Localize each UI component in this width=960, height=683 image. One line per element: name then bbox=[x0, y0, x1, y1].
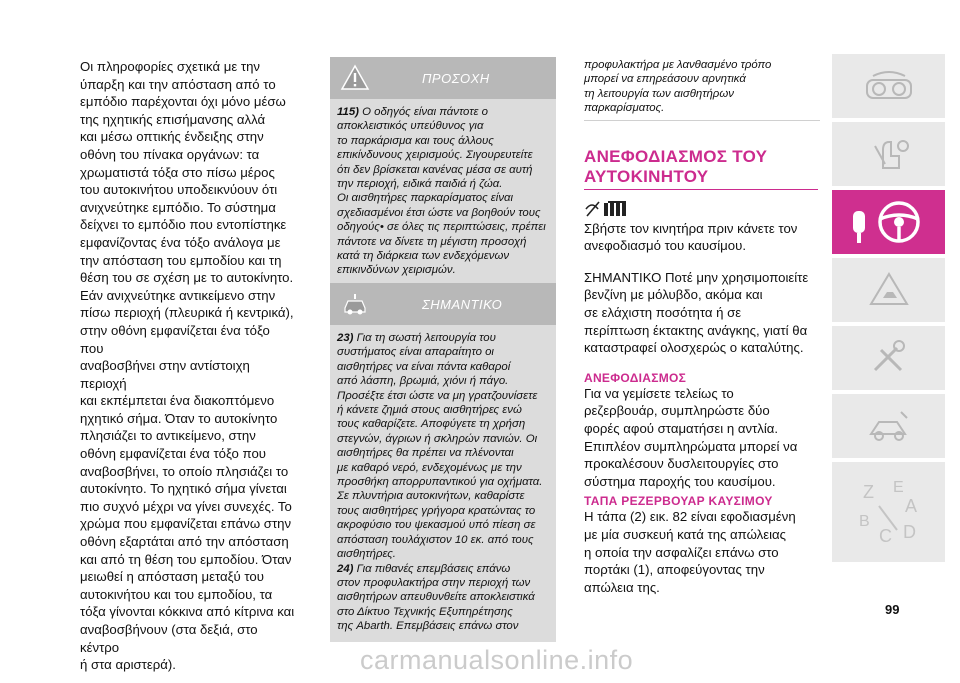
svg-text:B: B bbox=[858, 513, 870, 530]
svg-text:Z: Z bbox=[862, 482, 874, 502]
key-steering-wheel-icon bbox=[849, 197, 929, 247]
symbol-row bbox=[584, 198, 820, 220]
watermark: carmanualsonline.info bbox=[360, 645, 634, 675]
important-leaded-fuel: ΣΗΜΑΝΤΙΚΟ Ποτέ μην χρησιμοποιείτε βενζίνη με μόλυβδο, ακόμα και σε ελάχιστη ποσότητα ή σε περίπτωση έκτακτης ανάγκης, γιατί θα καταστραφεί ολοσχερώς ο καταλύτης. bbox=[584, 269, 809, 356]
important-box-header bbox=[330, 283, 556, 325]
parking-sensor-paragraph: Οι πληροφορίες σχετικά με την ύπαρξη και την απόσταση από το εμπόδιο παρέχονται όχι μόνο μέσω της ηχητικής επισήμανσης αλλά και μέσω οπτικής ένδειξης στην οθόνη του πίνακα οργάνων: τα χρωματιστά τόξα στο πίσω μέρος του αυτοκινήτου υποδεικνύουν ότι ανιχνεύτηκε εμπόδιο. Το σύστημα δείχνει το εμπόδιο που εντοπίστηκε εμφανίζοντας ένα τόξο ανάλογα με την απόσταση του εμποδίου και τη θέση του σε σχέση με το αυτοκίνητο. Εάν ανιχνεύτηκε αντικείμενο στην πίσω περιοχή (πλευρικά ή κεντρικά), στην οθόνη εμφανίζεται ένα τόξο που αναβοσβήνει στην αντίστοιχη περιοχή και εκπέμπεται ένα διακοπτόμενο ηχητικό σήμα. Όταν το αυτοκίνητο πλησιάζει το αντικείμενο, στην οθόνη εμφανίζεται ένα τόξο που αναβοσβήνει, το οποίο πλησιάζει το αυτοκίνητο. Το ηχητικό σήμα γίνεται πιο συχνό μέχρι να γίνει συνεχές. Το χρώμα που εμφανίζεται επάνω στην οθόνη εξαρτάται από την απόσταση και από τη θέση του εμποδίου. Όταν μειωθεί η απόσταση μεταξύ του αυτοκινήτου και του εμποδίου, τα τόξα γίνονται κόκκινα από κίτρινα και αναβοσβήνουν (στα δεξιά, στο κέντρο ή στα αριστερά). bbox=[80, 59, 295, 673]
alphabetical-index-icon bbox=[849, 472, 929, 552]
important-box-title: ΣΗΜΑΝΤΙΚΟ bbox=[422, 296, 503, 312]
tab-safety[interactable] bbox=[832, 122, 945, 186]
important-item2-number: 24) bbox=[337, 562, 354, 575]
tab-emergency[interactable] bbox=[832, 258, 945, 322]
airbag-seat-icon bbox=[861, 134, 917, 174]
warning-box bbox=[330, 57, 556, 286]
warning-triangle-icon bbox=[340, 63, 370, 93]
warning-box-header bbox=[330, 57, 556, 99]
svg-text:E: E bbox=[892, 479, 904, 496]
chapter-tabs bbox=[832, 54, 945, 566]
engine-off-fuel-icon bbox=[584, 199, 632, 219]
svg-text:C: C bbox=[878, 526, 892, 546]
car-dashboard-icon bbox=[861, 66, 917, 106]
warning-road-icon bbox=[861, 270, 917, 310]
tab-index[interactable] bbox=[832, 462, 945, 562]
technical-data-icon bbox=[861, 406, 917, 446]
important-item2-text: Για πιθανές επεμβάσεις επάνω στον προφυλακτήρα στην περιοχή των αισθητήρων απευθυνθείτε αποκλειστικά στο Δίκτυο Τεχνικής Εξυπηρέτησης της Abarth. Επεμβάσεις επάνω στον bbox=[337, 562, 535, 633]
warning-item-115 bbox=[337, 105, 549, 278]
svg-text:D: D bbox=[902, 522, 916, 542]
body-column-left bbox=[80, 58, 295, 674]
car-info-icon bbox=[340, 289, 370, 319]
page-number: 99 bbox=[885, 602, 900, 617]
tab-technical-data[interactable] bbox=[832, 394, 945, 458]
important-box bbox=[330, 283, 556, 642]
subsection-title-refueling: ΑΝΕΦΟΔΙΑΣΜΟΣ bbox=[584, 370, 687, 385]
important-item-24 bbox=[337, 562, 549, 634]
warning-box-title: ΠΡΟΣΟΧΗ bbox=[422, 70, 490, 86]
tab-starting-driving[interactable] bbox=[832, 190, 945, 254]
svg-text:A: A bbox=[904, 496, 917, 516]
warning-item-text: Ο οδηγός είναι πάντοτε ο αποκλειστικός υπεύθυνος για το παρκάρισμα και τους άλλους επικίνδυνους χειρισμούς. Σιγουρευτείτε ότι δεν βρίσκεται κανένας μέσα σε αυτή την περιοχή, ειδικά παιδιά ή ζώα. Οι αισθητήρες παρκαρίσματος είναι σχεδιασμένοι έτσι ώστε να βοηθούν τους οδηγούς• σε όλες τις περιπτώσεις, πρέπει πάντοτε να δίνετε τη μέγιστη προσοχή κατά τη διάρκεια των ενδεχόμενων επικινδύνων χειρισμών. bbox=[337, 106, 546, 277]
warning-box-body bbox=[330, 99, 556, 286]
important-item1-text: Για τη σωστή λειτουργία του συστήματος είναι απαραίτητο οι αισθητήρες να είναι πάντα καθαροί από λάσπη, βρωμιά, χιόνι ή πάγο. Προσέξτε έτσι ώστε να μη γρατζουνίσετε ή κάνετε ζημιά στους αισθητήρες ενώ τους καθαρίζετε. Αποφύγετε τη χρήση στεγνών, άγριων ή σκληρών πανιών. Οι αισθητήρες θα πρέπει να πλένονται με καθαρό νερό, ενδεχομένως με την προσθήκη απορρυπαντικού για οχήματα. Σε πλυντήρια αυτοκινήτων, καθαρίστε τους αισθητήρες γρήγορα κρατώντας το ακροφύσιο του ψεκασμού υπό πίεση σε απόσταση τουλάχιστον 10 εκ. από τους αισθητήρες. bbox=[337, 332, 543, 561]
fuel-cap-text: Η τάπα (2) εικ. 82 είναι εφοδιασμένη με μία συσκευή κατά της απώλειας η οποία την ασφαλίζει επάνω στο πορτάκι (1), αποφεύγοντας την απώλεια της. bbox=[584, 509, 796, 595]
body-column-right bbox=[584, 58, 820, 596]
continued-warning-text: προφυλακτήρα με λανθασμένο τρόπο μπορεί να επηρεάσουν αρνητικά τη λειτουργία των αισθητήρων παρκαρίσματος. bbox=[584, 58, 820, 121]
important-item-23 bbox=[337, 331, 549, 562]
section-title-rule bbox=[584, 189, 818, 190]
tools-repair-icon bbox=[861, 338, 917, 378]
tab-dashboard[interactable] bbox=[832, 54, 945, 118]
section-title: ΑΝΕΦΟΔΙΑΣΜΟΣ ΤΟΥ ΑΥΤΟΚΙΝΗΤΟΥ bbox=[584, 146, 768, 186]
important-box-body bbox=[330, 325, 556, 642]
refueling-text: Για να γεμίσετε τελείως το ρεζερβουάρ, συμπληρώστε δύο φορές αφού σταματήσει η αντλία. Επιπλέον συμπληρώματα μπορεί να προκαλέσουν δυσλειτουργίες στο σύστημα παροχής του καυσίμου. bbox=[584, 385, 798, 489]
subsection-title-fuel-cap: ΤΑΠΑ ΡΕΖΕΡΒΟΥΑΡ ΚΑΥΣΙΜΟΥ bbox=[584, 494, 773, 509]
warning-item-number: 115) bbox=[337, 106, 359, 118]
tab-maintenance[interactable] bbox=[832, 326, 945, 390]
refuel-intro: Σβήστε τον κινητήρα πριν κάνετε τον ανεφοδιασμό του καυσίμου. bbox=[584, 220, 798, 254]
important-item1-number: 23) bbox=[337, 332, 354, 344]
